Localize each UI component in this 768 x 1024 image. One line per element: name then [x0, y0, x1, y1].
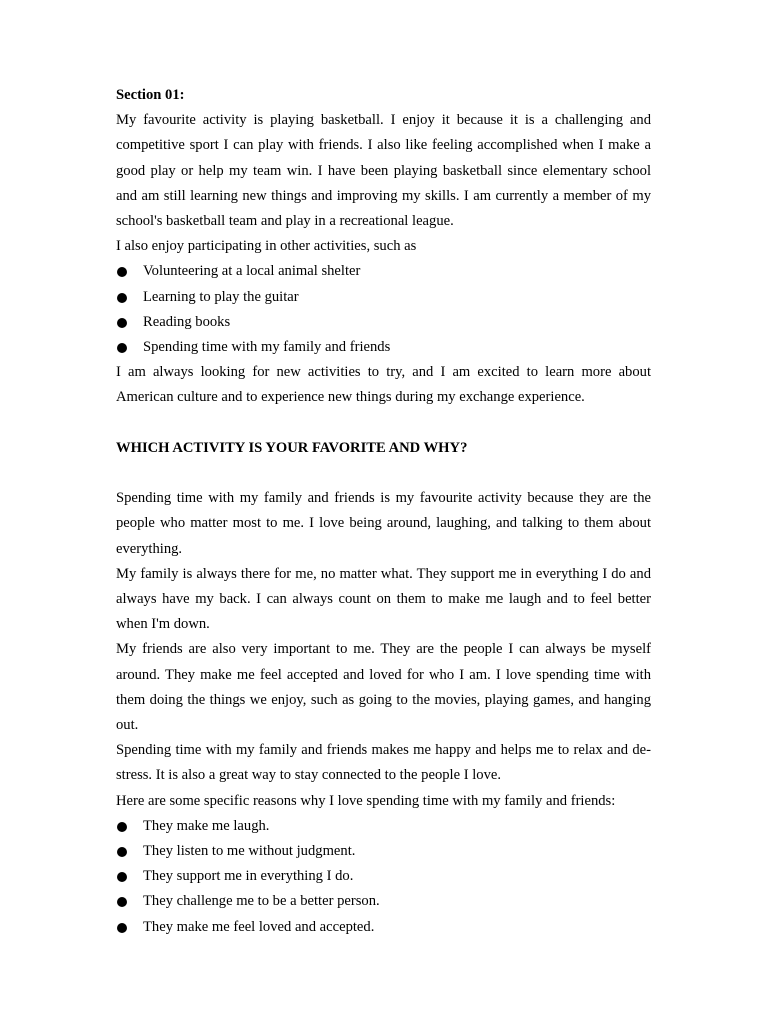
- spacer: [116, 461, 651, 486]
- spacer: [116, 411, 651, 436]
- list-item: [116, 864, 651, 889]
- list-item-text: They make me laugh.: [143, 817, 270, 834]
- document-page: [116, 83, 651, 940]
- list-item-text: Spending time with my family and friends: [143, 339, 391, 356]
- list-item: [116, 335, 651, 360]
- list-item-text: They challenge me to be a better person.: [143, 893, 380, 910]
- bullet-icon: [117, 318, 127, 328]
- section-heading: Section 01:: [116, 87, 185, 103]
- list-item: [116, 285, 651, 310]
- bullet-icon: [117, 293, 127, 303]
- list-item: [116, 259, 651, 284]
- bullet-icon: [117, 923, 127, 933]
- list-item-text: Learning to play the guitar: [143, 288, 299, 305]
- paragraph: My family is always there for me, no matter what. They support me in everything I do and always have my back. I can always count on them to make me laugh and to feel better when I'm down.: [116, 565, 651, 633]
- question-heading: WHICH ACTIVITY IS YOUR FAVORITE AND WHY?: [116, 439, 468, 456]
- reasons-bullet-list: [116, 814, 651, 940]
- list-item-text: Reading books: [143, 313, 231, 330]
- paragraph: Spending time with my family and friends is my favourite activity because they are the people who matter most to me. I love being around, laughing, and talking to them about everything.: [116, 490, 651, 557]
- list-item: [116, 814, 651, 839]
- list-item-text: They support me in everything I do.: [143, 868, 354, 885]
- list-item: [116, 310, 651, 335]
- bullet-icon: [117, 822, 127, 832]
- list-item: [116, 839, 651, 864]
- paragraph: I am always looking for new activities to try, and I am excited to learn more about American culture and to experience new things during my exchange experience.: [116, 364, 651, 406]
- activity-bullet-list: [116, 259, 651, 360]
- paragraph: My friends are also very important to me. They are the people I can always be myself around. They make me feel accepted and loved for who I am. I love spending time with them doing the things we enjoy, such as going to the movies, playing games, and hanging out.: [116, 641, 651, 734]
- bullet-icon: [117, 872, 127, 882]
- list-item: [116, 889, 651, 914]
- paragraph: My favourite activity is playing basketball. I enjoy it because it is a challenging and competitive sport I can play with friends. I also like feeling accomplished when I make a good play or help my team win. I have been playing basketball since elementary school and am still learning new things and improving my skills. I am currently a member of my school's basketball team and play in a recreational league.: [116, 112, 651, 230]
- paragraph: Spending time with my family and friends makes me happy and helps me to relax and de-stress. It is also a great way to stay connected to the people I love.: [116, 742, 651, 784]
- bullet-icon: [117, 897, 127, 907]
- list-item-text: They make me feel loved and accepted.: [143, 918, 375, 935]
- list-item-text: They listen to me without judgment.: [143, 843, 356, 860]
- bullet-icon: [117, 343, 127, 353]
- paragraph: I also enjoy participating in other activities, such as: [116, 238, 417, 255]
- bullet-icon: [117, 267, 127, 277]
- bullet-icon: [117, 847, 127, 857]
- list-item: [116, 915, 651, 940]
- list-item-text: Volunteering at a local animal shelter: [143, 263, 361, 280]
- paragraph: Here are some specific reasons why I love spending time with my family and friends:: [116, 792, 616, 809]
